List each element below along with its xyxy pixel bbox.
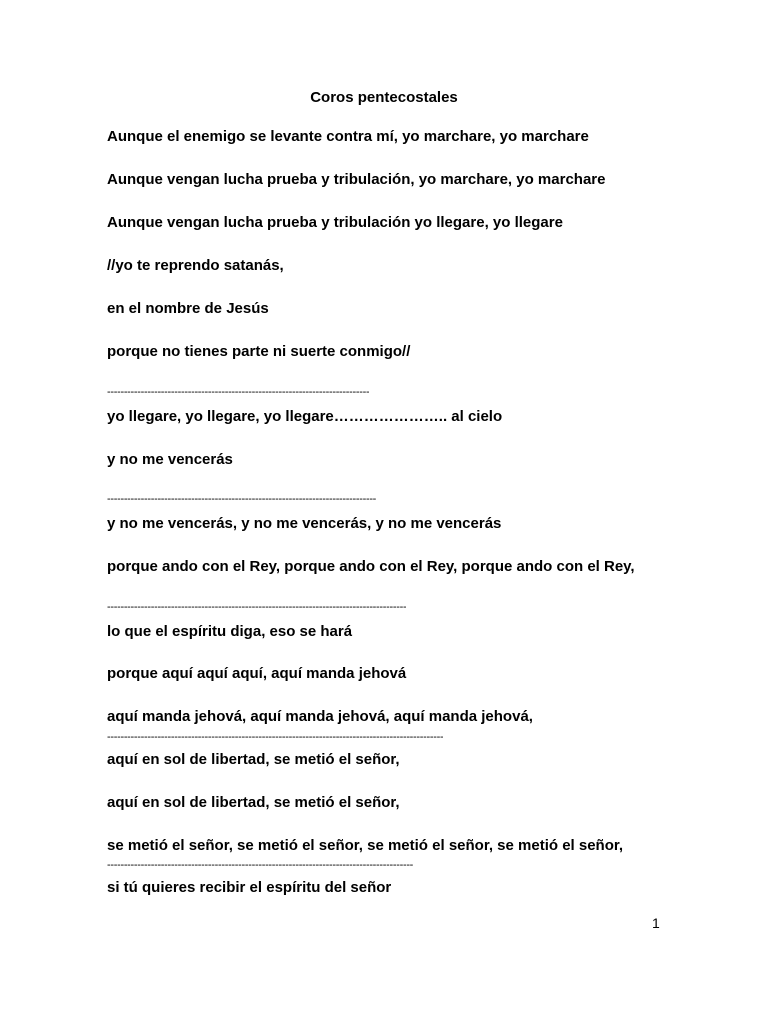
document-title: Coros pentecostales <box>310 89 458 106</box>
lyric-line: Aunque el enemigo se levante contra mí, yo marchare, yo marchare <box>107 128 589 145</box>
lyric-line: aquí manda jehová, aquí manda jehová, aquí manda jehová, <box>107 708 533 725</box>
lyric-line: aquí en sol de libertad, se metió el señor, <box>107 751 400 768</box>
lyric-line: y no me vencerás, y no me vencerás, y no me vencerás <box>107 515 502 532</box>
lyric-line: porque no tienes parte ni suerte conmigo// <box>107 343 411 360</box>
lyric-line: se metió el señor, se metió el señor, se metió el señor, se metió el señor, <box>107 837 624 854</box>
lyric-line: Aunque vengan lucha prueba y tribulación yo llegare, yo llegare <box>107 214 563 231</box>
separator-line: ------------------------------------------------------------------------------------------- <box>107 859 414 871</box>
lyric-line: //yo te reprendo satanás, <box>107 257 284 274</box>
page-number: 1 <box>652 915 660 931</box>
lyric-line: Aunque vengan lucha prueba y tribulación, yo marchare, yo marchare <box>107 171 606 188</box>
lyric-line: porque aquí aquí aquí, aquí manda jehová <box>107 665 407 682</box>
lyric-line: si tú quieres recibir el espíritu del señor <box>107 879 392 896</box>
lyric-line: aquí en sol de libertad, se metió el señor, <box>107 794 400 811</box>
separator-line: ---------------------------------------------------------------------------------------------------- <box>107 731 444 743</box>
lyric-line: en el nombre de Jesús <box>107 300 269 317</box>
separator-line: ----------------------------------------------------------------------------------------- <box>107 601 407 613</box>
lyric-line: yo llegare, yo llegare, yo llegare………………….. al cielo <box>107 408 503 425</box>
lyric-line: y no me vencerás <box>107 451 233 468</box>
lyric-line: lo que el espíritu diga, eso se hará <box>107 623 353 640</box>
lyric-line: porque ando con el Rey, porque ando con el Rey, porque ando con el Rey, <box>107 558 635 575</box>
separator-line: -------------------------------------------------------------------------------- <box>107 493 377 505</box>
separator-line: ------------------------------------------------------------------------------ <box>107 386 370 398</box>
